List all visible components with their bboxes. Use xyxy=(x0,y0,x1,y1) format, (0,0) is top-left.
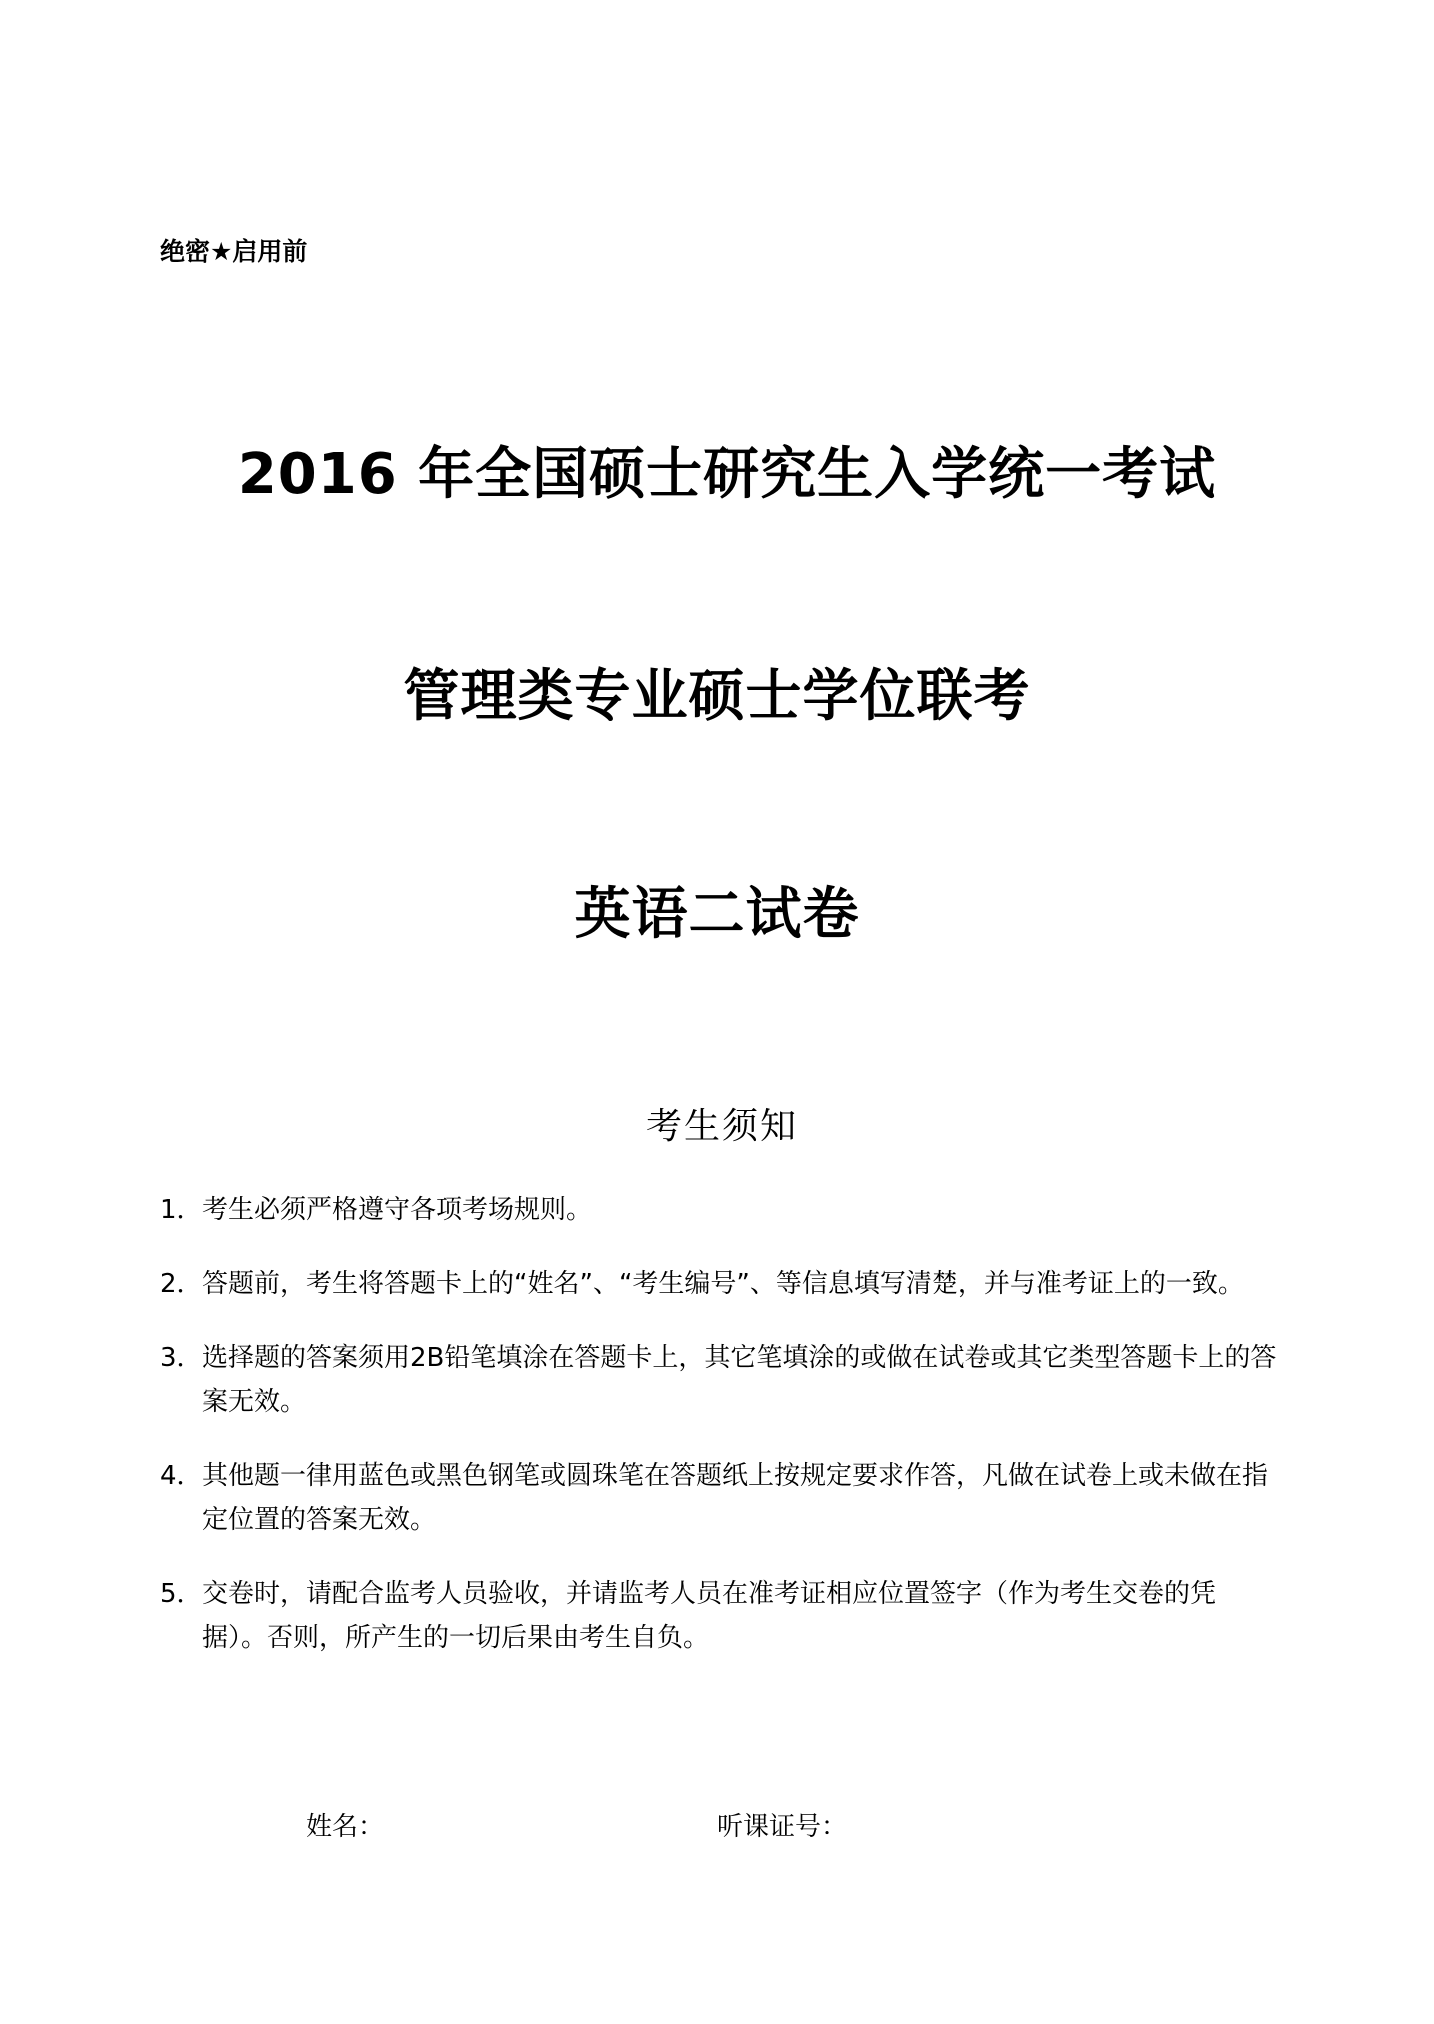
rule-number: 4． xyxy=(160,1461,203,1491)
notice-rule-2 xyxy=(160,1262,1280,1306)
paper-name: 英语二试卷 xyxy=(574,882,860,947)
exam-subtitle: 管理类专业硕士学位联考 xyxy=(403,664,1031,729)
rule-text: 交卷时，请配合监考人员验收，并请监考人员在准考证相应位置签字（作为考生交卷的凭据）。否则，所产生的一切后果由考生自负。 xyxy=(202,1579,1217,1653)
rule-number: 2． xyxy=(160,1269,203,1299)
rule-number: 3． xyxy=(160,1343,203,1373)
rule-text: 其他题一律用蓝色或黑色钢笔或圆珠笔在答题纸上按规定要求作答，凡做在试卷上或未做在指定位置的答案无效。 xyxy=(202,1461,1269,1535)
confidential-mark: 绝密★启用前 xyxy=(160,237,308,266)
rule-text: 答题前，考生将答题卡上的“姓名”、“考生编号”、等信息填写清楚，并与准考证上的一致。 xyxy=(202,1269,1244,1299)
exam-title: 2016 年全国硕士研究生入学统一考试 xyxy=(237,442,1217,507)
notice-rules-list xyxy=(160,1188,1280,1690)
rule-text: 考生必须严格遵守各项考场规则。 xyxy=(202,1195,593,1225)
name-field-label: 姓名： xyxy=(306,1812,385,1842)
course-cert-number-label: 听课证号： xyxy=(717,1812,848,1842)
notice-heading: 考生须知 xyxy=(645,1106,798,1147)
rule-number: 1． xyxy=(160,1195,203,1225)
notice-rule-5 xyxy=(160,1572,1280,1660)
rule-text: 选择题的答案须用2B铅笔填涂在答题卡上，其它笔填涂的或做在试卷或其它类型答题卡上的答案无效。 xyxy=(202,1343,1277,1417)
notice-rule-3 xyxy=(160,1336,1280,1424)
notice-rule-4 xyxy=(160,1454,1280,1542)
rule-number: 5． xyxy=(160,1579,203,1609)
notice-rule-1 xyxy=(160,1188,1280,1232)
